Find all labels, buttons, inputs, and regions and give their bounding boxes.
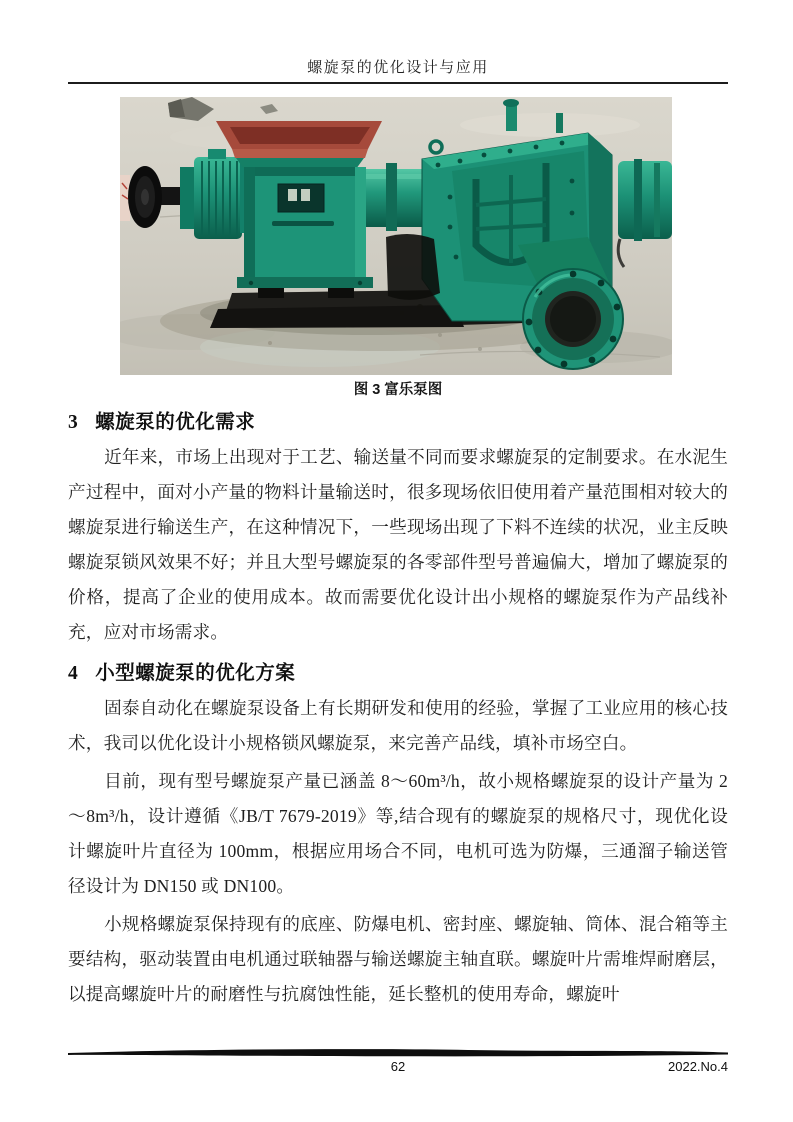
issue-label: 2022.No.4 bbox=[668, 1059, 728, 1074]
pump-photo bbox=[120, 97, 672, 375]
section-number: 4 bbox=[68, 663, 79, 684]
section-number: 3 bbox=[68, 412, 79, 433]
footer-rule bbox=[68, 1048, 728, 1057]
running-head-title: 螺旋泵的优化设计与应用 bbox=[307, 60, 489, 76]
header-rule bbox=[68, 82, 728, 84]
page-header bbox=[68, 0, 728, 84]
paragraph: 目前，现有型号螺旋泵产量已涵盖 8～60m³/h，故小规格螺旋泵的设计产量为 2～8m³/h，设计遵循《JB/T 7679-2019》等,结合现有的螺旋泵的规格尺寸，现优化设计螺旋叶片直径为 100mm，根据应用场合不同，电机可选为防爆，三通溜子输送管径设计为 DN150 或 DN100。 bbox=[68, 771, 728, 896]
paragraph: 近年来，市场上出现对于工艺、输送量不同而要求螺旋泵的定制要求。在水泥生产过程中，面对小产量的物料计量输送时，很多现场依旧使用着产量范围相对较大的螺旋泵进行输送生产，在这种情况下，一些现场出现了下料不连续的状况，业主反映螺旋泵锁风效果不好；并且大型号螺旋泵的各零部件型号普遍偏大，增加了螺旋泵的价格，提高了企业的使用成本。故而需要优化设计出小规格的螺旋泵作为产品线补充，应对市场需求。 bbox=[68, 447, 728, 642]
section-title: 螺旋泵的优化需求 bbox=[95, 411, 256, 433]
figure-caption: 图 3 富乐泵图 bbox=[353, 382, 443, 398]
wet-stain bbox=[386, 234, 440, 300]
page-number: 62 bbox=[390, 1059, 406, 1074]
pump-photo-illustration bbox=[120, 97, 672, 375]
footer-row bbox=[68, 1059, 728, 1077]
paragraph: 固泰自动化在螺旋泵设备上有长期研发和使用的经验，掌握了工业应用的核心技术，我司以优化设计小规格锁风螺旋泵，来完善产品线，填补市场空白。 bbox=[68, 698, 728, 753]
figure-3 bbox=[68, 97, 728, 399]
page-footer bbox=[68, 1048, 728, 1077]
page-content bbox=[68, 0, 728, 1015]
top-fitting bbox=[506, 103, 517, 131]
section-heading-4 bbox=[68, 657, 728, 685]
section-heading-3 bbox=[68, 406, 728, 434]
section-title: 小型螺旋泵的优化方案 bbox=[95, 662, 296, 684]
paragraph: 小规格螺旋泵保持现有的底座、防爆电机、密封座、螺旋轴、筒体、混合箱等主要结构，驱动装置由电机通过联轴器与输送螺旋主轴直联。螺旋叶片需堆焊耐磨层，以提高螺旋叶片的耐磨性与抗腐蚀性能，延长整机的使用寿命，螺旋叶 bbox=[68, 914, 728, 1004]
